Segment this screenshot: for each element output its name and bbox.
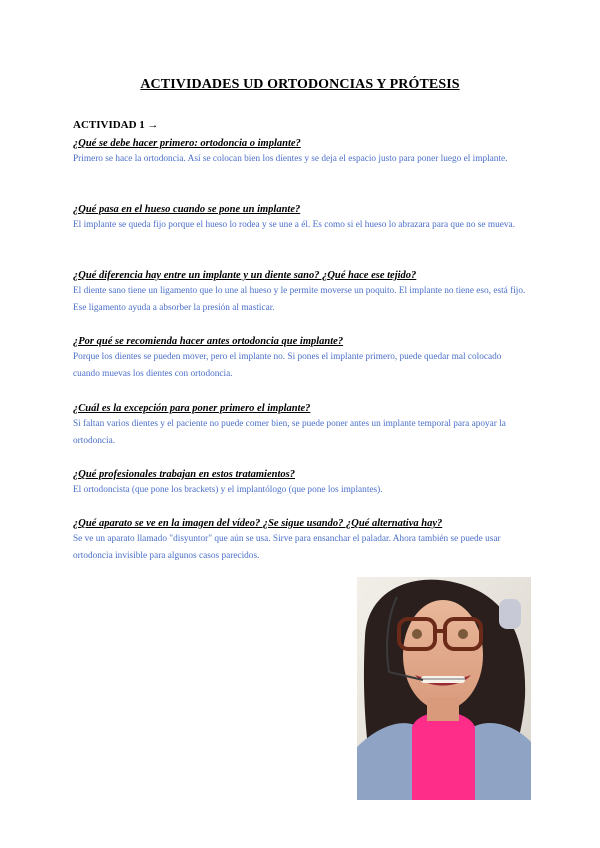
question-7: ¿Qué aparato se ve en la imagen del vídeo? ¿Se sigue usando? ¿Qué alternativa hay? <box>73 518 443 529</box>
answer-4: Porque los dientes se pueden mover, pero el implante no. Si pones el implante primero, puede quedar mal colocado cuando muevas los dientes con ortodoncia. <box>73 352 502 379</box>
activity-label: ACTIVIDAD 1 → <box>73 119 159 131</box>
answer-3: El diente sano tiene un ligamento que lo une al hueso y le permite moverse un poquito. El implante no tiene eso, está fijo. Ese ligamento ayuda a absorber la presión al masticar. <box>73 286 526 313</box>
question-2: ¿Qué pasa en el hueso cuando se pone un implante? <box>73 204 301 215</box>
answer-6: El ortodoncista (que pone los brackets) y el implantólogo (que pone los implantes). <box>73 485 383 495</box>
answer-5: Si faltan varios dientes y el paciente no puede comer bien, se puede poner antes un implante temporal para apoyar la ortodoncia. <box>73 419 506 446</box>
question-4: ¿Por qué se recomienda hacer antes ortodoncia que implante? <box>73 336 344 347</box>
question-6: ¿Qué profesionales trabajan en estos tratamientos? <box>73 469 295 480</box>
answer-7: Se ve un aparato llamado "disyuntor" que aún se usa. Sirve para ensanchar el paladar. Ahora también se puede usar ortodoncia invisible para algunos casos parecidos. <box>73 534 501 561</box>
page-title: ACTIVIDADES UD ORTODONCIAS Y PRÓTESIS <box>140 77 460 92</box>
video-still-image <box>357 577 531 800</box>
question-3: ¿Qué diferencia hay entre un implante y un diente sano? ¿Qué hace ese tejido? <box>73 270 417 281</box>
question-1: ¿Qué se debe hacer primero: ortodoncia o implante? <box>73 138 301 149</box>
question-5: ¿Cuál es la excepción para poner primero el implante? <box>73 403 311 414</box>
answer-2: El implante se queda fijo porque el hueso lo rodea y se une a él. Es como si el hueso lo abrazara para que no se mueva. <box>73 220 515 230</box>
answer-1: Primero se hace la ortodoncia. Así se colocan bien los dientes y se deja el espacio justo para poner luego el implante. <box>73 154 508 164</box>
